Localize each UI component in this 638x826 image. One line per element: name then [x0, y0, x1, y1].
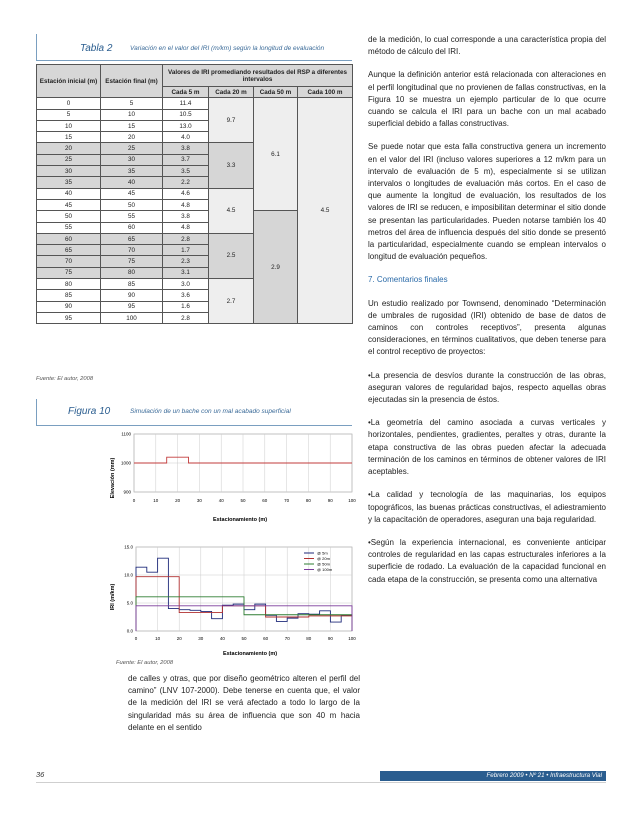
cell-end: 90 [101, 290, 163, 301]
y-tick-label: 15.0 [124, 544, 133, 550]
cell-end: 65 [101, 233, 163, 244]
x-tick-label: 50 [241, 636, 247, 641]
header-iri-group: Valores de IRI promediando resultados del RSP a diferentes intervalos [163, 65, 353, 87]
y-tick-label: 10.0 [124, 572, 133, 578]
cell-iri-5m: 1.7 [163, 245, 209, 256]
cell-end: 25 [101, 143, 163, 154]
header-each-50m: Cada 50 m [254, 87, 298, 98]
cell-iri-20m: 3.3 [209, 143, 254, 188]
header-each-20m: Cada 20 m [209, 87, 254, 98]
table-source: Fuente: El autor, 2008 [36, 376, 94, 382]
cell-iri-5m: 3.8 [163, 143, 209, 154]
cell-iri-5m: 3.8 [163, 211, 209, 222]
y-tick-label: 1100 [121, 431, 131, 437]
cell-end: 55 [101, 211, 163, 222]
cell-start: 20 [37, 143, 101, 154]
cell-start: 45 [37, 199, 101, 210]
figure-rule [36, 425, 352, 426]
journal-info: Febrero 2009 • Nº 21 • Infraestructura Vial [486, 772, 602, 779]
cell-end: 10 [101, 109, 163, 120]
cell-end: 5 [101, 98, 163, 109]
legend-label: @ 20m [317, 556, 330, 561]
header-end-station: Estación final (m) [101, 65, 163, 98]
y-tick-label: 0.0 [126, 628, 133, 634]
x-tick-label: 30 [196, 498, 202, 503]
iri-table [36, 64, 353, 324]
header-each-5m: Cada 5 m [163, 87, 209, 98]
x-tick-label: 80 [306, 636, 312, 641]
cell-iri-5m: 3.6 [163, 290, 209, 301]
caption-rule [36, 60, 352, 61]
bullet-3: •La calidad y tecnología de las maquinarias, los equipos topográficos, las buenas prácticas constructivas, el adiestramiento y la capacitación de operadores, aseguran una baja regularidad. [368, 490, 606, 524]
cell-iri-5m: 3.0 [163, 279, 209, 290]
page-number: 36 [36, 770, 45, 779]
paragraph-1: de la medición, lo cual corresponde a una característica propia del método de cálculo del IRI. [368, 35, 606, 57]
footer-rule [36, 782, 606, 783]
table-body [37, 98, 353, 324]
cell-end: 85 [101, 279, 163, 290]
cell-start: 10 [37, 120, 101, 131]
x-tick-label: 70 [284, 498, 290, 503]
cell-start: 5 [37, 109, 101, 120]
x-tick-label: 0 [132, 498, 136, 503]
x-tick-label: 20 [176, 636, 182, 641]
x-tick-label: 10 [153, 498, 159, 503]
cell-start: 25 [37, 154, 101, 165]
x-tick-label: 50 [240, 498, 246, 503]
cell-iri-5m: 13.0 [163, 120, 209, 131]
journal-banner [380, 771, 606, 781]
cell-start: 30 [37, 166, 101, 177]
cell-iri-20m: 4.5 [209, 188, 254, 233]
cell-iri-5m: 3.7 [163, 154, 209, 165]
figure-number: Figura 10 [68, 406, 111, 417]
cell-iri-5m: 2.2 [163, 177, 209, 188]
table-number: Tabla 2 [80, 43, 113, 54]
figure-bracket [36, 399, 37, 425]
cell-iri-20m: 9.7 [209, 98, 254, 143]
cell-iri-5m: 4.0 [163, 132, 209, 143]
elevation-chart [104, 428, 362, 528]
bullet-1: •La presencia de desvíos durante la construcción de las obras, aseguran valores de regularidad bajos, respecto aquellas obras ejecutadas sin la presencia de éstos. [368, 370, 606, 405]
bullet-2: •La geometría del camino asociada a curvas verticales y horizontales, pendientes, gradientes, peraltes y otras, durante la etapa constructiva de las obras pueden afectar la adecuada terminación de los caminos en términos de obtener valores de IRI aceptables. [368, 418, 606, 477]
cell-iri-20m: 2.5 [209, 233, 254, 278]
x-tick-label: 10 [155, 636, 161, 641]
x-tick-label: 40 [219, 636, 225, 641]
cell-end: 15 [101, 120, 163, 131]
table-row [37, 98, 353, 109]
cell-end: 50 [101, 199, 163, 210]
x-tick-label: 90 [327, 636, 333, 641]
x-tick-label: 70 [284, 636, 290, 641]
x-tick-label: 100 [348, 498, 356, 503]
cell-start: 90 [37, 301, 101, 312]
x-tick-label: 40 [218, 498, 224, 503]
cell-iri-5m: 3.5 [163, 166, 209, 177]
cell-end: 95 [101, 301, 163, 312]
cell-iri-5m: 2.8 [163, 312, 209, 323]
cell-iri-50m: 6.1 [254, 98, 298, 211]
figure-caption: Simulación de un bache con un mal acabado superficial [130, 408, 291, 415]
cell-iri-50m: 2.9 [254, 211, 298, 324]
elevation-y-label: Elevación (mm) [110, 457, 116, 499]
x-tick-label: 30 [198, 636, 204, 641]
cell-end: 35 [101, 166, 163, 177]
cell-end: 75 [101, 256, 163, 267]
cell-iri-5m: 4.8 [163, 222, 209, 233]
cell-end: 40 [101, 177, 163, 188]
cell-end: 100 [101, 312, 163, 323]
x-tick-label: 0 [134, 636, 138, 641]
cell-iri-5m: 4.8 [163, 199, 209, 210]
y-tick-label: 5.0 [126, 600, 133, 606]
cell-iri-5m: 1.6 [163, 301, 209, 312]
cell-iri-5m: 11.4 [163, 98, 209, 109]
cell-end: 20 [101, 132, 163, 143]
cell-start: 75 [37, 267, 101, 278]
legend-label: @ 50m [317, 561, 330, 567]
legend-label: @ 100m [317, 567, 333, 572]
cell-start: 70 [37, 256, 101, 267]
cell-iri-20m: 2.7 [209, 279, 254, 324]
x-tick-label: 90 [327, 498, 333, 503]
caption-bracket [36, 34, 37, 60]
y-tick-label: 900 [123, 489, 131, 495]
section-heading: 7. Comentarios finales [368, 275, 448, 285]
cell-iri-5m: 3.1 [163, 267, 209, 278]
cell-start: 95 [37, 312, 101, 323]
elevation-x-label: Estacionamiento (m) [212, 517, 268, 523]
cell-start: 0 [37, 98, 101, 109]
table-caption: Variación en el valor del IRI (m/km) según la longitud de evaluación [130, 45, 325, 52]
cell-end: 60 [101, 222, 163, 233]
cell-iri-5m: 2.3 [163, 256, 209, 267]
cell-start: 50 [37, 211, 101, 222]
x-tick-label: 100 [348, 636, 356, 641]
iri-y-label: IRI (m/km) [110, 583, 116, 611]
cell-start: 60 [37, 233, 101, 244]
header-start-station: Estación inicial (m) [37, 65, 101, 98]
x-tick-label: 80 [305, 498, 311, 503]
cell-start: 40 [37, 188, 101, 199]
cell-end: 80 [101, 267, 163, 278]
cell-start: 85 [37, 290, 101, 301]
cell-iri-5m: 4.6 [163, 188, 209, 199]
cell-end: 30 [101, 154, 163, 165]
figure-source: Fuente: El autor, 2008 [116, 660, 174, 666]
x-tick-label: 20 [175, 498, 181, 503]
iri-x-label: Estacionamiento (m) [222, 651, 278, 657]
iri-chart [104, 539, 362, 661]
legend-label: @ 5m [317, 550, 328, 556]
cell-start: 55 [37, 222, 101, 233]
cell-start: 80 [37, 279, 101, 290]
y-tick-label: 1000 [120, 460, 131, 466]
paragraph-4: Un estudio realizado por Townsend, denominado “Determinación de umbrales de rugosidad (IRI) obtenido de base de datos de caminos con controles receptivos”, presenta algunas consideraciones, en términos cualitativos, que deben tenerse para el control receptivo de proyectos: [368, 298, 606, 357]
cell-start: 35 [37, 177, 101, 188]
x-tick-label: 60 [262, 498, 268, 503]
cell-iri-5m: 10.5 [163, 109, 209, 120]
paragraph-3: Se puede notar que esta falla constructiva genera un incremento en el valor del IRI (incluso valores superiores a 12 m/km para un intervalo de evaluación de 5 m), especialmente si se utilizan intervalos o longitudes de evaluación más cortos. En el caso de que aumente la longitud de evaluación, los resultados de los valores de IRI se reducen, e imposibilitan determinar el sitio donde se presentan las particularidades. Pueden notarse también los 40 metros del área de influencia después del sitio donde se presentó la particularidad, especialmente cuando se emplean intervalos o longitud de evaluación pequeños. [368, 142, 606, 262]
x-tick-label: 60 [263, 636, 269, 641]
left-paragraph: de calles y otras, que por diseño geométrico alteren el perfil del camino” (LNV 107-2000). Debe tenerse en cuenta que, el valor de la medición del IRI se verá afectado a todo lo largo de la singularidad más su área de influencia que son 40 m hacia delante en el sentido [128, 674, 360, 732]
right-column [368, 34, 606, 597]
cell-iri-5m: 2.8 [163, 233, 209, 244]
paragraph-2: Aunque la definición anterior está relacionada con alteraciones en el perfil longitudinal que no provienen de fallas constructivas, en la Figura 10 se muestra un ejemplo particular de lo que ocurre cuando se calcula el IRI para un bache con un mal acabado superficial debido a fallas constructivas. [368, 70, 606, 129]
cell-end: 70 [101, 245, 163, 256]
cell-end: 45 [101, 188, 163, 199]
cell-iri-100m: 4.5 [298, 98, 353, 324]
bullet-4: •Según la experiencia internacional, es conveniente anticipar controles de regularidad en las capas estructurales inferiores a la superficie de rodado. La evaluación de la capacidad funcional en cada etapa de la construcción, se presenta como una alternativa [368, 537, 606, 584]
header-each-100m: Cada 100 m [298, 87, 353, 98]
cell-start: 15 [37, 132, 101, 143]
cell-start: 65 [37, 245, 101, 256]
